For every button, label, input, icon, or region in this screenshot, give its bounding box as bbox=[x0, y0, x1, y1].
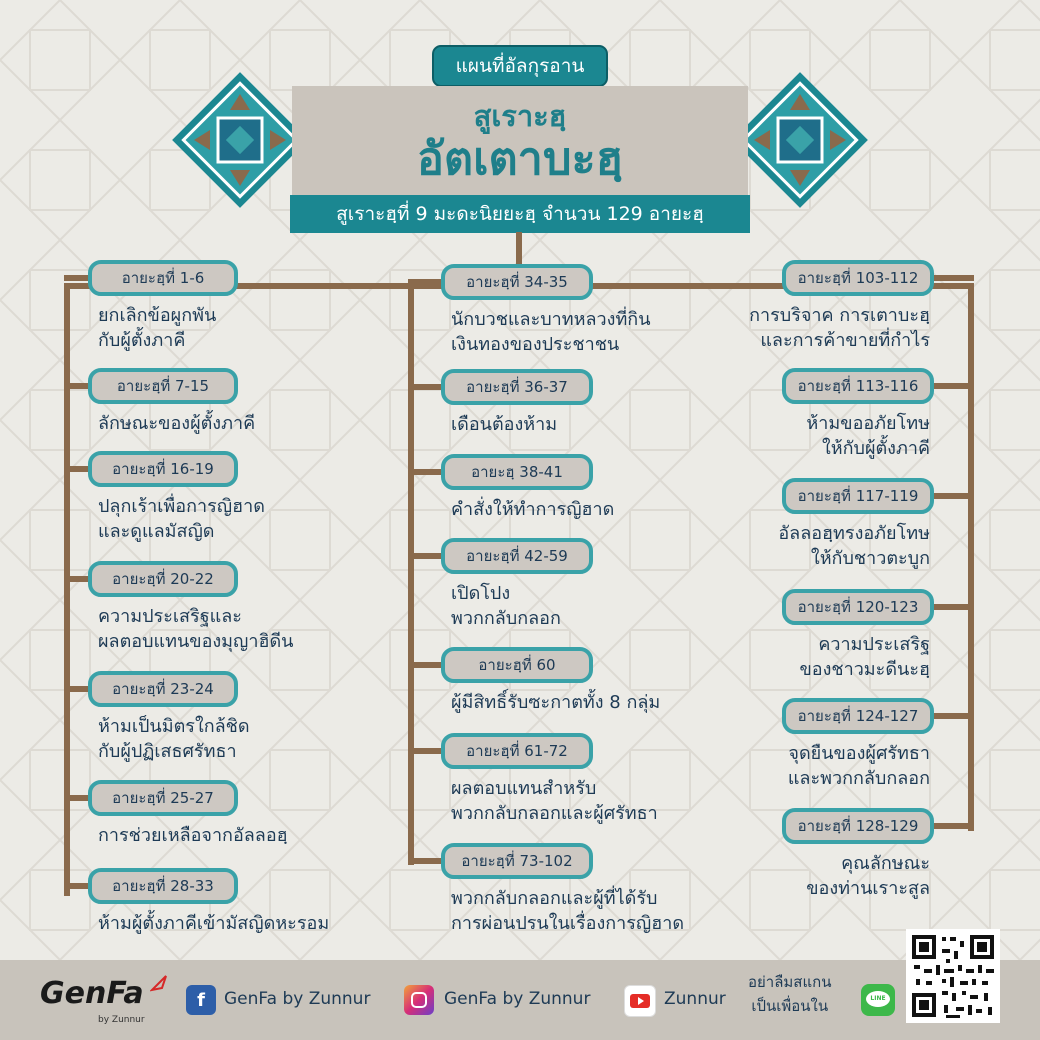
ayah-range-pill: อายะฮฺที่ 128-129 bbox=[782, 808, 934, 844]
topic-line: เงินทองของประชาชน bbox=[451, 334, 620, 355]
topic-line: การช่วยเหลือจากอัลลอฮฺ bbox=[98, 825, 288, 846]
topic-description bbox=[98, 494, 265, 544]
connector-branch bbox=[934, 823, 974, 829]
scan-line-2: เป็นเพื่อนใน bbox=[751, 997, 829, 1015]
genfa-logo-sub: by Zunnur bbox=[98, 1015, 145, 1025]
topic-description bbox=[98, 911, 329, 936]
surah-label: สูเราะฮฺ bbox=[473, 99, 567, 133]
topic-description bbox=[451, 307, 651, 357]
topic-line: ให้กับชาวตะบูก bbox=[810, 548, 930, 569]
logo-mark-icon bbox=[150, 974, 170, 994]
line-badge-label: LINE bbox=[866, 991, 890, 1007]
ayah-range-pill: อายะฮฺที่ 16-19 bbox=[88, 451, 238, 487]
topic-line: เปิดโปง bbox=[451, 583, 511, 604]
topic-line: ผลตอบแทนสำหรับ bbox=[451, 778, 597, 799]
title-panel bbox=[292, 86, 748, 198]
topic-line: คำสั่งให้ทำการญิฮาด bbox=[451, 499, 615, 520]
youtube-icon[interactable] bbox=[624, 985, 656, 1017]
topic-line: และการค้าขายที่กำไร bbox=[760, 330, 930, 351]
topic-description bbox=[451, 886, 684, 936]
ayah-range-pill: อายะฮฺที่ 34-35 bbox=[441, 264, 593, 300]
topic-description bbox=[778, 521, 930, 571]
ayah-range-pill: อายะฮฺที่ 36-37 bbox=[441, 369, 593, 405]
topic-line: และพวกกลับกลอก bbox=[787, 768, 930, 789]
ayah-range-pill: อายะฮฺที่ 7-15 bbox=[88, 368, 238, 404]
topic-line: เดือนต้องห้าม bbox=[451, 414, 558, 435]
topic-line: ให้กับผู้ตั้งภาคี bbox=[821, 438, 930, 459]
map-tag: แผนที่อัลกุรอาน bbox=[432, 45, 608, 87]
instagram-link[interactable]: GenFa by Zunnur bbox=[444, 989, 591, 1009]
connector-branch bbox=[408, 748, 445, 754]
youtube-link[interactable]: Zunnur bbox=[664, 989, 726, 1009]
topic-line: การบริจาค การเตาบะฮฺ bbox=[749, 305, 930, 326]
topic-description bbox=[788, 741, 930, 791]
surah-subtitle: สูเราะฮฺที่ 9 มะดะนิยยะฮฺ จำนวน 129 อายะฮฺ bbox=[290, 195, 750, 233]
ayah-range-pill: อายะฮฺที่ 1-6 bbox=[88, 260, 238, 296]
scan-text bbox=[748, 970, 831, 1018]
topic-line: ผลตอบแทนของมุญาฮิดีน bbox=[98, 631, 294, 652]
connector-branch bbox=[408, 858, 445, 864]
topic-line: กับผู้ตั้งภาคี bbox=[98, 330, 186, 351]
topic-line: ความประเสริฐและ bbox=[98, 606, 242, 627]
topic-line: อัลลอฮฺทรงอภัยโทษ bbox=[778, 523, 930, 544]
topic-description bbox=[799, 632, 930, 682]
ayah-range-pill: อายะฮฺที่ 113-116 bbox=[782, 368, 934, 404]
connector-branch bbox=[934, 493, 974, 499]
topic-description bbox=[98, 823, 288, 848]
topic-description bbox=[98, 303, 216, 353]
ayah-range-pill: อายะฮฺที่ 20-22 bbox=[88, 561, 238, 597]
ayah-range-pill: อายะฮฺที่ 23-24 bbox=[88, 671, 238, 707]
topic-description bbox=[98, 604, 293, 654]
topic-line: จุดยืนของผู้ศรัทธา bbox=[788, 743, 930, 764]
ayah-range-pill: อายะฮฺที่ 61-72 bbox=[441, 733, 593, 769]
facebook-link[interactable]: GenFa by Zunnur bbox=[224, 989, 371, 1009]
connector-branch bbox=[408, 553, 445, 559]
ayah-range-pill: อายะฮฺที่ 28-33 bbox=[88, 868, 238, 904]
topic-description bbox=[749, 303, 930, 353]
topic-description bbox=[806, 411, 930, 461]
topic-line: ผู้มีสิทธิ์รับซะกาตทั้ง 8 กลุ่ม bbox=[451, 692, 661, 713]
ayah-range-pill: อายะฮฺที่ 25-27 bbox=[88, 780, 238, 816]
topic-line: ปลุกเร้าเพื่อการญิฮาด bbox=[98, 496, 265, 517]
ayah-range-pill: อายะฮฺที่ 73-102 bbox=[441, 843, 593, 879]
connector-branch bbox=[934, 383, 974, 389]
connector-branch bbox=[934, 713, 974, 719]
topic-description bbox=[806, 851, 930, 901]
topic-line: การผ่อนปรนในเรื่องการญิฮาด bbox=[451, 913, 685, 934]
topic-line: พวกกลับกลอกและผู้ที่ได้รับ bbox=[451, 888, 658, 909]
topic-description bbox=[451, 497, 614, 522]
topic-line: ยกเลิกข้อผูกพัน bbox=[98, 305, 217, 326]
connector-branch bbox=[408, 662, 445, 668]
topic-line: พวกกลับกลอกและผู้ศรัทธา bbox=[451, 803, 658, 824]
topic-line: ห้ามผู้ตั้งภาคีเข้ามัสญิดหะรอม bbox=[98, 913, 330, 934]
topic-line: ห้ามเป็นมิตรใกล้ชิด bbox=[98, 716, 250, 737]
topic-description bbox=[98, 714, 250, 764]
connector-branch bbox=[408, 384, 445, 390]
ayah-range-pill: อายะฮฺที่ 124-127 bbox=[782, 698, 934, 734]
topic-description bbox=[451, 412, 557, 437]
connector-branch bbox=[408, 469, 445, 475]
connector-branch bbox=[408, 279, 445, 285]
topic-description bbox=[451, 581, 561, 631]
topic-description bbox=[451, 690, 660, 715]
qr-code[interactable] bbox=[906, 929, 1000, 1023]
topic-line: และดูแลมัสญิด bbox=[98, 521, 215, 542]
surah-name: อัตเตาบะฮฺ bbox=[416, 132, 624, 185]
instagram-icon[interactable] bbox=[404, 985, 434, 1015]
ayah-range-pill: อายะฮฺที่ 103-112 bbox=[782, 260, 934, 296]
line-app-icon[interactable] bbox=[861, 984, 895, 1016]
topic-line: ของชาวมะดีนะฮฺ bbox=[799, 659, 930, 680]
connector-left-vertical bbox=[64, 283, 70, 896]
topic-line: ห้ามขออภัยโทษ bbox=[806, 413, 930, 434]
topic-line: ลักษณะของผู้ตั้งภาคี bbox=[98, 413, 256, 434]
scan-line-1: อย่าลืมสแกน bbox=[748, 973, 832, 991]
ayah-range-pill: อายะฮฺที่ 60 bbox=[441, 647, 593, 683]
topic-line: กับผู้ปฏิเสธศรัทธา bbox=[98, 741, 237, 762]
genfa-logo: GenFa bbox=[40, 976, 144, 1011]
right-ornament-icon bbox=[732, 72, 868, 208]
connector-right-vertical bbox=[968, 283, 974, 831]
topic-line: ของท่านเราะสูล bbox=[806, 878, 930, 899]
connector-branch bbox=[934, 604, 974, 610]
facebook-icon[interactable]: f bbox=[186, 985, 216, 1015]
ayah-range-pill: อายะฮฺที่ 117-119 bbox=[782, 478, 934, 514]
topic-line: พวกกลับกลอก bbox=[451, 608, 561, 629]
ayah-range-pill: อายะฮฺ 38-41 bbox=[441, 454, 593, 490]
topic-description bbox=[98, 411, 255, 436]
topic-line: ความประเสริฐ bbox=[818, 634, 930, 655]
topic-line: คุณลักษณะ bbox=[841, 853, 930, 874]
topic-description bbox=[451, 776, 658, 826]
ayah-range-pill: อายะฮฺที่ 120-123 bbox=[782, 589, 934, 625]
topic-line: นักบวชและบาทหลวงที่กิน bbox=[451, 309, 651, 330]
left-ornament-icon bbox=[172, 72, 308, 208]
connector-middle-vertical bbox=[408, 283, 414, 865]
ayah-range-pill: อายะฮฺที่ 42-59 bbox=[441, 538, 593, 574]
connector-branch bbox=[934, 275, 974, 281]
